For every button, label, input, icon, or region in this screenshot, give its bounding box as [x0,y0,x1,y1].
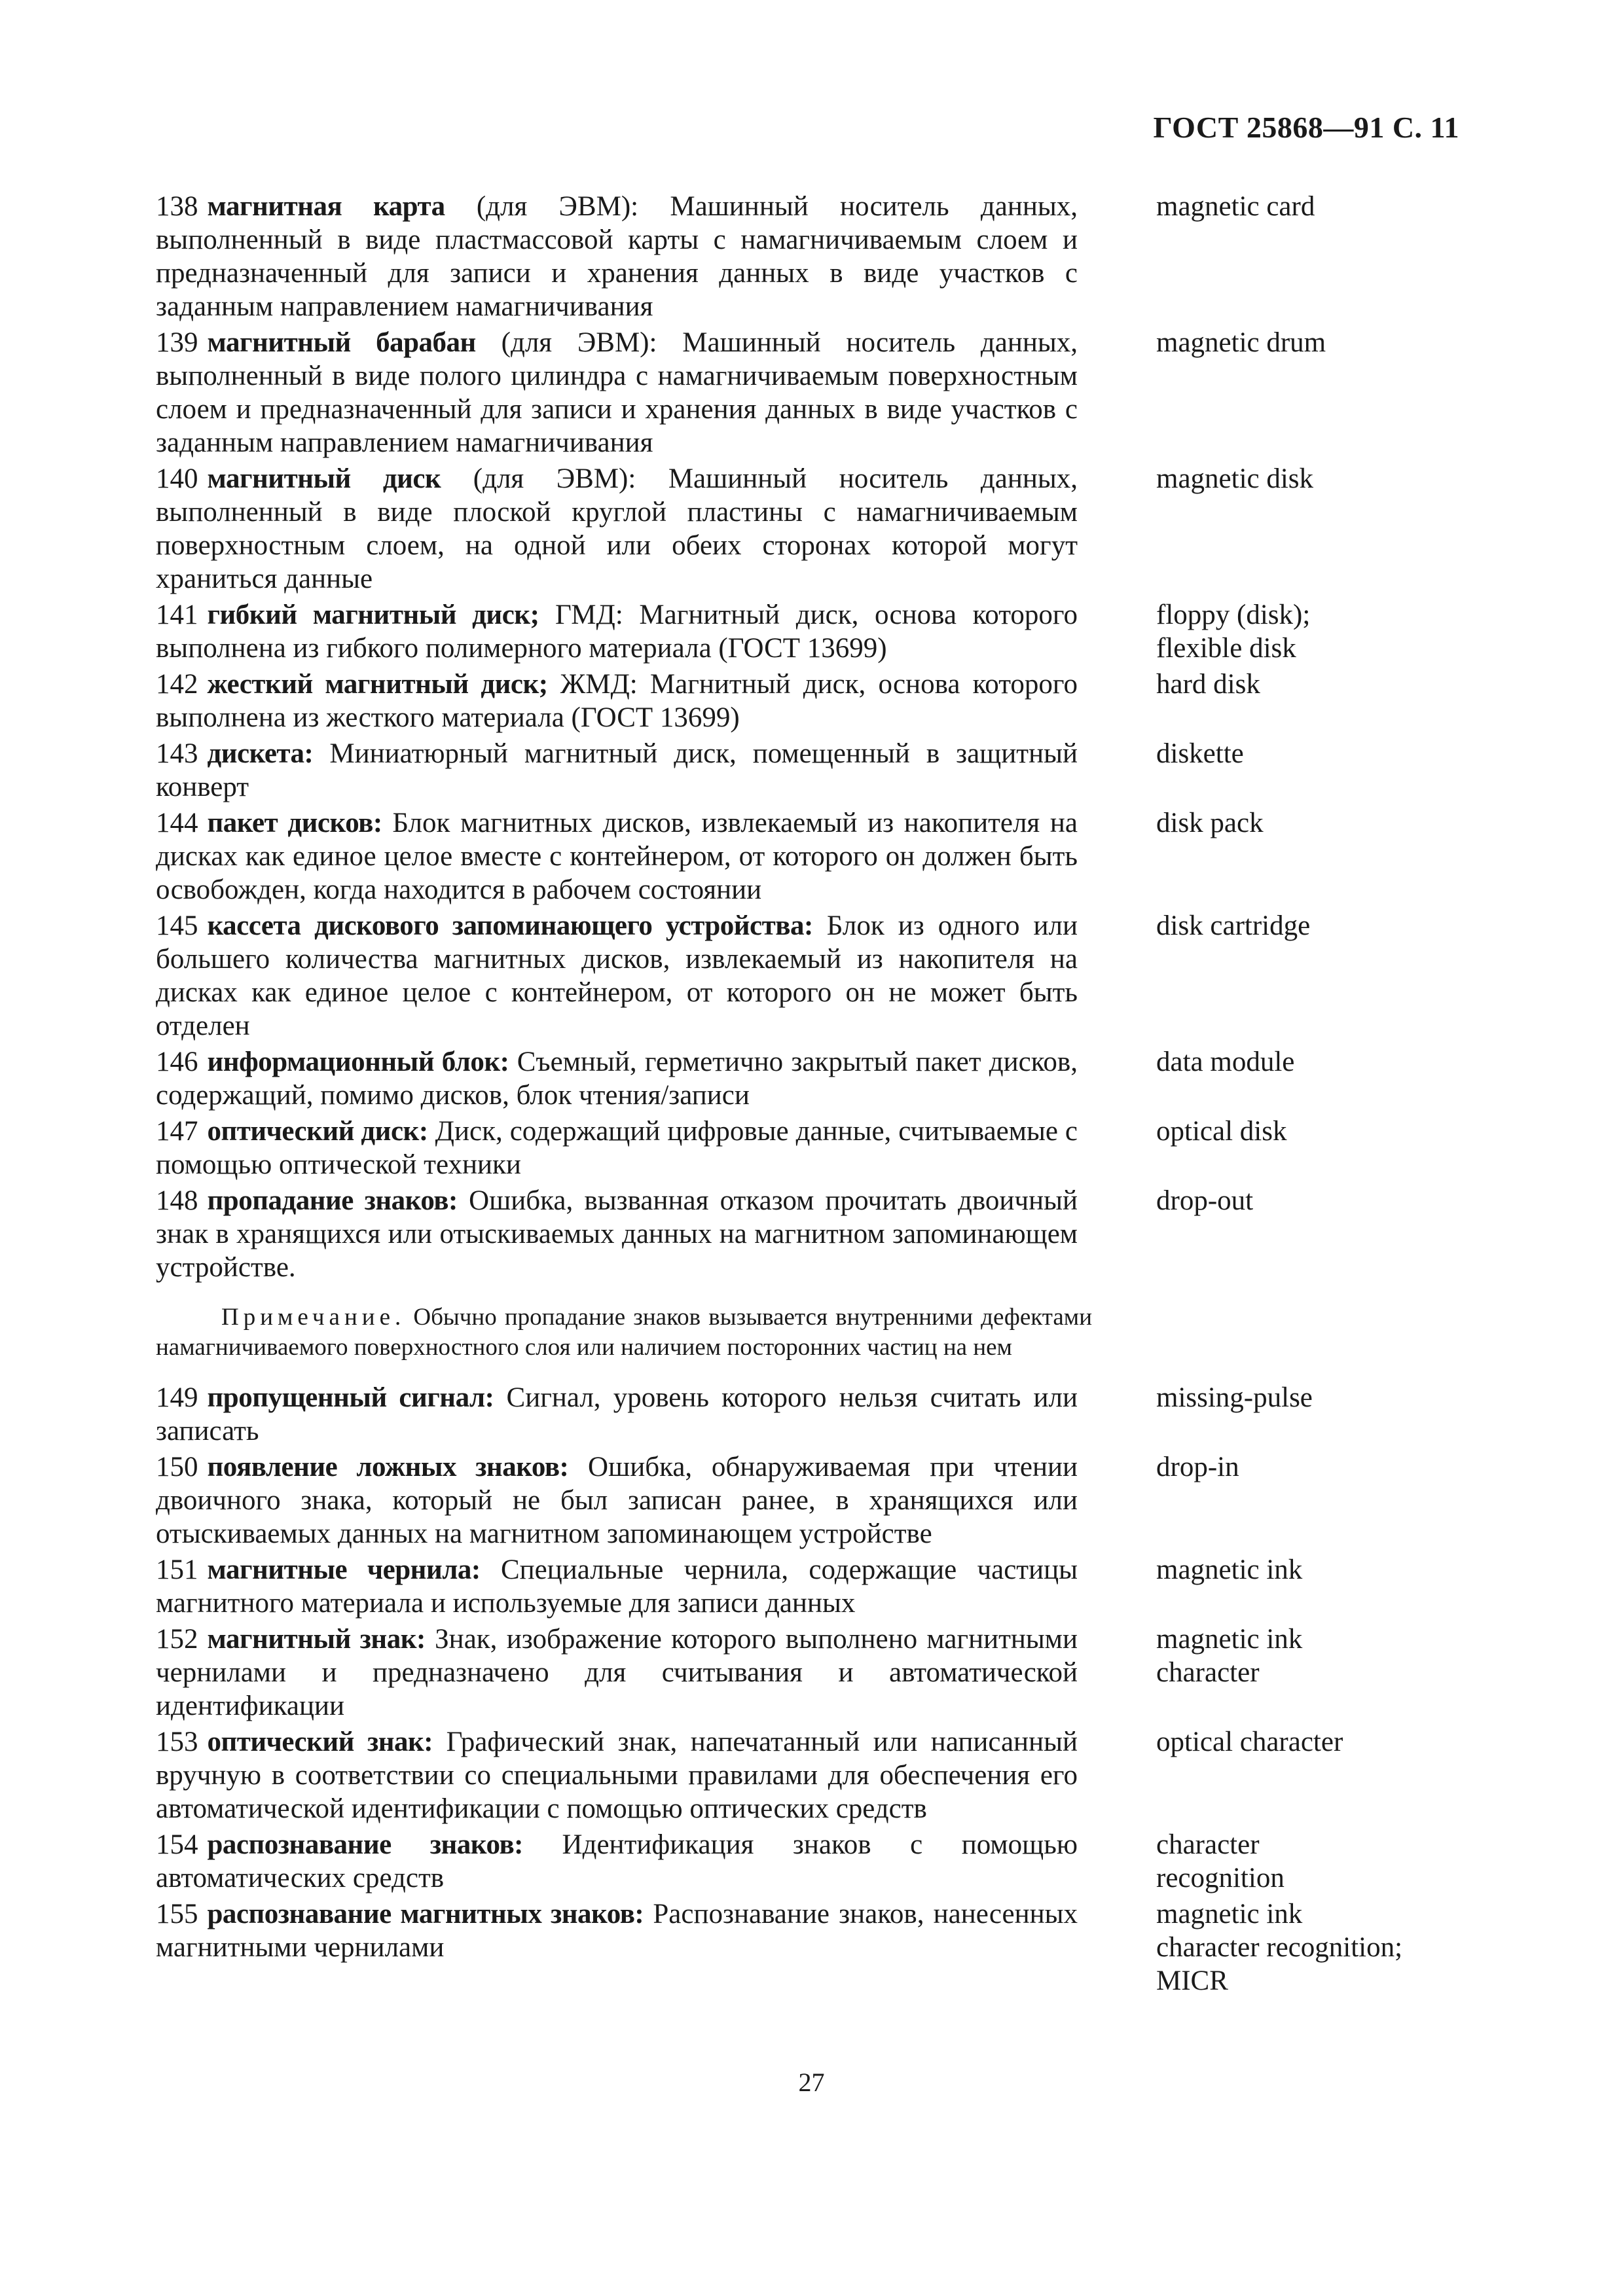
entry-english-term: magnetic drum [1156,327,1326,358]
entry-term: появление ложных знаков: [207,1452,569,1482]
entry-english-term: disk pack [1156,808,1264,838]
entry-def-text: Специальные чернила, содержащие частицы магнитного материала и используемые для записи данных [156,1554,1078,1619]
entry-number: 147 [156,1116,198,1147]
entry-number: 144 [156,808,198,838]
entry-definition [156,1115,1078,1181]
entry-def-text: Блок магнитных дисков, извлекаемый из накопителя на дисках как единое целое вместе с контейнером, от которого он должен быть освобожден, когда находится в рабочем состоянии [156,808,1078,905]
entry-number: 150 [156,1452,198,1482]
entry-number: 143 [156,738,198,769]
glossary-entry [156,806,1491,906]
entry-def-text: Ошибка, обнаруживаемая при чтении двоичного знака, который не был записан ранее, в хранящихся или отыскиваемых данных на магнитном запоминающем устройстве [156,1452,1078,1549]
glossary-entry [156,462,1491,596]
entry-english-term: floppy (disk); flexible disk [1156,600,1311,664]
entry-def-text: ГМД: Магнитный диск, основа которого выполнена из гибкого полимерного материала (ГОСТ 13699) [156,600,1078,664]
entry-number: 148 [156,1185,198,1216]
entry-definition [156,1623,1078,1723]
entry-definition [156,1828,1078,1895]
entry-def-text: Распознавание знаков, нанесенных магнитными чернилами [156,1899,1078,1963]
entry-english-term: optical character [1156,1727,1343,1757]
entry-number: 154 [156,1829,198,1860]
glossary-group [156,190,1491,1284]
entry-english-term: magnetic ink character [1156,1624,1303,1688]
glossary-entry [156,190,1491,323]
entry-def-text: Идентификация знаков с помощью автоматических средств [156,1829,1078,1893]
glossary-entry [156,1828,1491,1895]
entry-def-text: Съемный, герметично закрытый пакет дисков, содержащий, помимо дисков, блок чтения/записи [156,1047,1078,1111]
glossary-entry [156,668,1491,734]
page-number: 27 [798,2068,825,2097]
entry-term: оптический диск: [207,1116,428,1147]
entry-english-term: character recognition [1156,1829,1285,1893]
entry-english-term: data module [1156,1047,1295,1077]
note-text: Обычно пропадание знаков вызывается внутренними дефектами намагничиваемого поверхностного слоя или наличием посторонних частиц на нем [156,1304,1092,1361]
entry-number: 141 [156,600,198,630]
entry-definition [156,1897,1078,1964]
entry-def-text: Миниатюрный магнитный диск, помещенный в защитный конверт [156,738,1078,802]
entry-term: информационный блок: [207,1047,509,1077]
entry-definition [156,598,1078,665]
entry-def-text: Графический знак, напечатанный или написанный вручную в соответствии со специальными правилами для обеспечения его автоматической идентификации с помощью оптических средств [156,1727,1078,1824]
entry-english-term: optical disk [1156,1116,1287,1147]
page-header: ГОСТ 25868—91 С. 11 [1153,111,1459,144]
entry-english-term: magnetic card [1156,191,1315,222]
entry-def-text: Блок из одного или большего количества магнитных дисков, извлекаемый из накопителя на дисках как единое целое с контейнером, от которого он не может быть отделен [156,910,1078,1041]
entry-def-text: ЖМД: Магнитный диск, основа которого выполнена из жесткого материала (ГОСТ 13699) [156,669,1078,733]
entry-number: 145 [156,910,198,941]
entry-definition [156,737,1078,804]
entry-def-text: (для ЭВМ): Машинный носитель данных, выполненный в виде плоской круглой пластины с намагничиваемым поверхностным слоем, на одной или обеих сторонах которой могут храниться данные [156,463,1078,594]
entry-term: магнитная карта [207,191,445,222]
glossary-entry [156,1045,1491,1112]
entry-definition [156,1045,1078,1112]
entry-definition [156,1381,1078,1448]
entry-definition [156,1450,1078,1551]
entry-number: 151 [156,1554,198,1585]
entry-definition [156,806,1078,906]
entry-definition [156,326,1078,459]
glossary-entry [156,737,1491,804]
entry-term: пропущенный сигнал: [207,1382,494,1413]
entry-term: пакет дисков: [207,808,382,838]
entry-term: кассета дискового запоминающего устройства: [207,910,813,941]
entry-def-text: (для ЭВМ): Машинный носитель данных, выполненный в виде пластмассовой карты с намагничиваемым слоем и предназначенный для записи и хранения данных в виде участков с заданным направлением намагничивания [156,191,1078,322]
entry-def-text: Ошибка, вызванная отказом прочитать двоичный знак в хранящихся или отыскиваемых данных на магнитном запоминающем устройстве. [156,1185,1078,1283]
glossary-group [156,1381,1491,1998]
entry-term: жесткий магнитный диск; [207,669,548,700]
entry-definition [156,909,1078,1043]
entry-number: 138 [156,191,198,222]
entry-number: 142 [156,669,198,700]
glossary-entry [156,1450,1491,1551]
entry-number: 139 [156,327,198,358]
entry-term: гибкий магнитный диск; [207,600,539,630]
entry-def-text: Сигнал, уровень которого нельзя считать или записать [156,1382,1078,1446]
entry-def-text: Знак, изображение которого выполнено магнитными чернилами и предназначено для считывания и автоматической идентификации [156,1624,1078,1721]
glossary-entry [156,1725,1491,1825]
entry-english-term: magnetic ink [1156,1554,1303,1585]
glossary-entry [156,909,1491,1043]
entry-number: 149 [156,1382,198,1413]
entry-def-text: (для ЭВМ): Машинный носитель данных, выполненный в виде полого цилиндра с намагничиваемым поверхностным слоем и предназначенный для записи и хранения данных в виде участков с заданным направлением намагничивания [156,327,1078,458]
glossary-entry [156,1553,1491,1620]
glossary-entries [156,190,1491,2000]
entry-number: 153 [156,1727,198,1757]
entry-definition [156,462,1078,596]
entry-english-term: drop-in [1156,1452,1239,1482]
entry-number: 140 [156,463,198,494]
entry-english-term: hard disk [1156,669,1260,700]
entry-term: распознавание знаков: [207,1829,523,1860]
entry-term: магнитный знак: [207,1624,426,1655]
entry-english-term: magnetic ink character recognition; MICR [1156,1899,1403,1996]
entry-definition [156,668,1078,734]
entry-number: 155 [156,1899,198,1929]
glossary-entry [156,326,1491,459]
entry-number: 146 [156,1047,198,1077]
note-block [156,1302,1092,1363]
entry-english-term: diskette [1156,738,1244,769]
glossary-entry [156,1623,1491,1723]
glossary-entry [156,598,1491,665]
entry-number: 152 [156,1624,198,1655]
entry-english-term: magnetic disk [1156,463,1314,494]
entry-english-term: disk cartridge [1156,910,1311,941]
entry-def-text: Диск, содержащий цифровые данные, считываемые с помощью оптической техники [156,1116,1078,1180]
entry-definition [156,1553,1078,1620]
glossary-entry [156,1184,1491,1284]
entry-term: дискета: [207,738,314,769]
glossary-entry [156,1897,1491,1998]
entry-english-term: drop-out [1156,1185,1254,1216]
entry-term: распознавание магнитных знаков: [207,1899,644,1929]
entry-definition [156,190,1078,323]
entry-term: магнитные чернила: [207,1554,481,1585]
glossary-entry [156,1381,1491,1448]
entry-term: оптический знак: [207,1727,433,1757]
glossary-entry [156,1115,1491,1181]
entry-definition [156,1184,1078,1284]
entry-term: пропадание знаков: [207,1185,458,1216]
entry-definition [156,1725,1078,1825]
entry-term: магнитный диск [207,463,441,494]
entry-term: магнитный барабан [207,327,476,358]
note-label: Примечание. [221,1304,406,1331]
entry-english-term: missing-pulse [1156,1382,1313,1413]
